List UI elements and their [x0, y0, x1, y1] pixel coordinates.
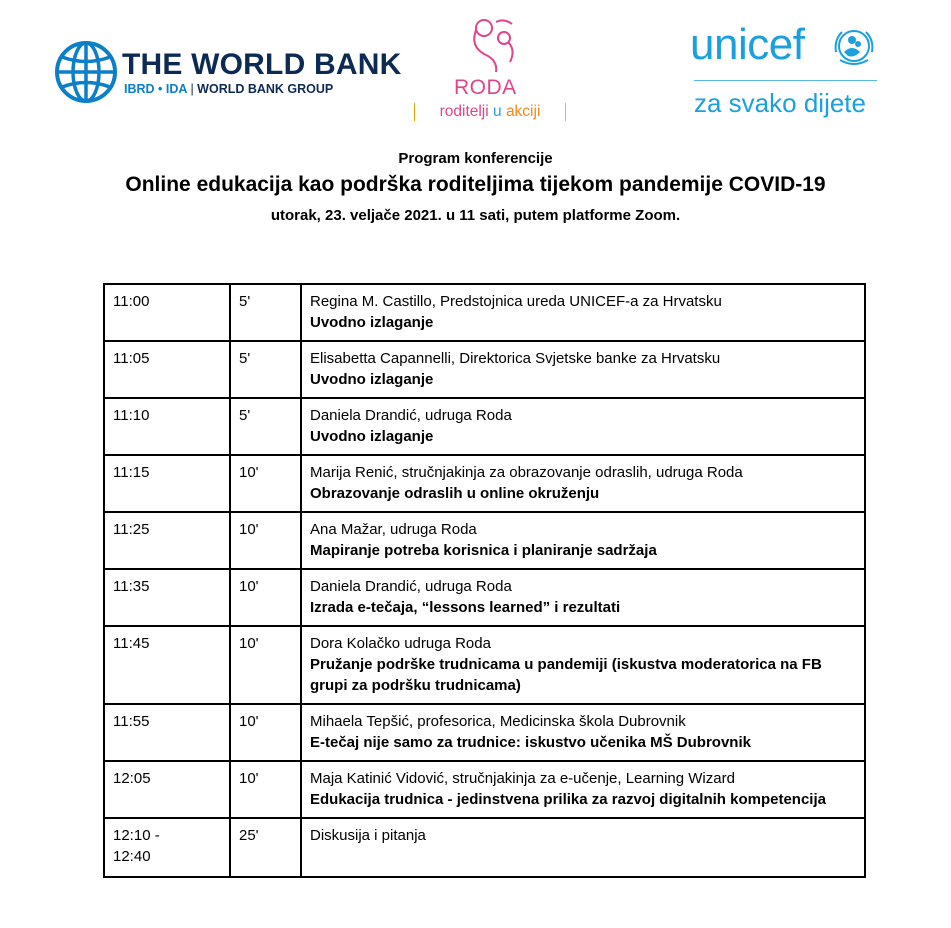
roda-name: RODA: [454, 76, 517, 99]
world-bank-subtitle: [124, 82, 333, 96]
unicef-logo: [690, 16, 890, 126]
schedule-item: [301, 626, 865, 704]
schedule-time: 11:35: [104, 569, 230, 626]
schedule-item: [301, 284, 865, 341]
schedule-item: [301, 512, 865, 569]
table-row: [104, 626, 865, 704]
schedule-duration: 5': [230, 341, 301, 398]
schedule-time: 11:10: [104, 398, 230, 455]
schedule-time: 12:05: [104, 761, 230, 818]
schedule-speaker: Mihaela Tepšić, profesorica, Medicinska škola Dubrovnik: [310, 713, 686, 730]
schedule-time: 11:25: [104, 512, 230, 569]
schedule-duration: 5': [230, 284, 301, 341]
schedule-speaker: Marija Renić, stručnjakinja za obrazovanje odraslih, udruga Roda: [310, 464, 743, 481]
program-label: Program konferencije: [398, 150, 553, 167]
world-bank-sub-ibrd: IBRD • IDA: [124, 82, 187, 96]
unicef-emblem-icon: [830, 22, 878, 70]
schedule-speaker: Dora Kolačko udruga Roda: [310, 635, 491, 652]
schedule-time: 11:00: [104, 284, 230, 341]
schedule-item: [301, 761, 865, 818]
schedule-talk-title: Mapiranje potreba korisnica i planiranje sadržaja: [310, 542, 657, 559]
schedule-talk-title: E-tečaj nije samo za trudnice: iskustvo učenika MŠ Dubrovnik: [310, 734, 751, 751]
schedule-item: [301, 704, 865, 761]
schedule-item: [301, 341, 865, 398]
table-row: [104, 818, 865, 877]
schedule-duration: 10': [230, 512, 301, 569]
schedule-speaker: Daniela Drandić, udruga Roda: [310, 578, 512, 595]
world-bank-logo: [54, 40, 402, 106]
schedule-body: [104, 284, 865, 877]
table-row: [104, 761, 865, 818]
roda-tagline: [414, 103, 566, 121]
schedule-speaker: Ana Mažar, udruga Roda: [310, 521, 477, 538]
unicef-tagline: za svako dijete: [694, 88, 866, 118]
schedule-speaker: Elisabetta Capannelli, Direktorica Svjetske banke za Hrvatsku: [310, 350, 721, 367]
world-bank-sub-separator: |: [190, 82, 194, 96]
world-bank-sub-group: WORLD BANK GROUP: [197, 82, 334, 96]
table-row: [104, 512, 865, 569]
roda-logo: [412, 16, 572, 124]
schedule-time: 11:05: [104, 341, 230, 398]
schedule-duration: 10': [230, 455, 301, 512]
table-row: [104, 284, 865, 341]
table-row: [104, 704, 865, 761]
world-bank-globe-icon: [54, 40, 118, 104]
schedule-item: [301, 455, 865, 512]
schedule-table: [103, 283, 866, 878]
schedule-talk-title: Uvodno izlaganje: [310, 428, 434, 445]
roda-tagline-u: u: [488, 103, 506, 120]
schedule-time: 12:10 - 12:40: [104, 818, 230, 877]
conference-date: utorak, 23. veljače 2021. u 11 sati, putem platforme Zoom.: [270, 207, 681, 224]
table-row: [104, 341, 865, 398]
table-row: [104, 569, 865, 626]
schedule-time: 11:55: [104, 704, 230, 761]
conference-title: Online edukacija kao podrška roditeljima tijekom pandemije COVID-19: [125, 173, 826, 196]
schedule-speaker: Regina M. Castillo, Predstojnica ureda UNICEF-a za Hrvatsku: [310, 293, 722, 310]
schedule-speaker: Maja Katinić Vidović, stručnjakinja za e-učenje, Learning Wizard: [310, 770, 735, 787]
table-row: [104, 455, 865, 512]
roda-tagline-roditelji: roditelji: [439, 103, 489, 120]
unicef-divider: [694, 80, 877, 81]
schedule-talk-title: Edukacija trudnica - jedinstvena prilika za razvoj digitalnih kompetencija: [310, 791, 826, 808]
schedule-speaker: Daniela Drandić, udruga Roda: [310, 407, 512, 424]
schedule-talk-title: Uvodno izlaganje: [310, 314, 434, 331]
schedule-duration: 5': [230, 398, 301, 455]
schedule-duration: 10': [230, 569, 301, 626]
table-row: [104, 398, 865, 455]
world-bank-title: THE WORLD BANK: [122, 48, 402, 81]
schedule-time: 11:15: [104, 455, 230, 512]
roda-tagline-akciji: akciji: [505, 103, 541, 120]
unicef-name: unicef: [690, 20, 805, 69]
schedule-duration: 25': [230, 818, 301, 877]
schedule-duration: 10': [230, 761, 301, 818]
schedule-item: [301, 398, 865, 455]
schedule-item: [301, 818, 865, 877]
schedule-talk-title: Obrazovanje odraslih u online okruženju: [310, 485, 600, 502]
schedule-talk-title: Izrada e-tečaja, “lessons learned” i rezultati: [310, 599, 621, 616]
schedule-duration: 10': [230, 704, 301, 761]
schedule-speaker: Diskusija i pitanja: [310, 827, 426, 844]
schedule-time: 11:45: [104, 626, 230, 704]
schedule-duration: 10': [230, 626, 301, 704]
schedule-item: [301, 569, 865, 626]
schedule-talk-title: Uvodno izlaganje: [310, 371, 434, 388]
roda-stork-icon: [412, 16, 572, 78]
schedule-talk-title: Pružanje podrške trudnicama u pandemiji (iskustva moderatorica na FB grupi za podršku trudnicama): [310, 656, 822, 694]
